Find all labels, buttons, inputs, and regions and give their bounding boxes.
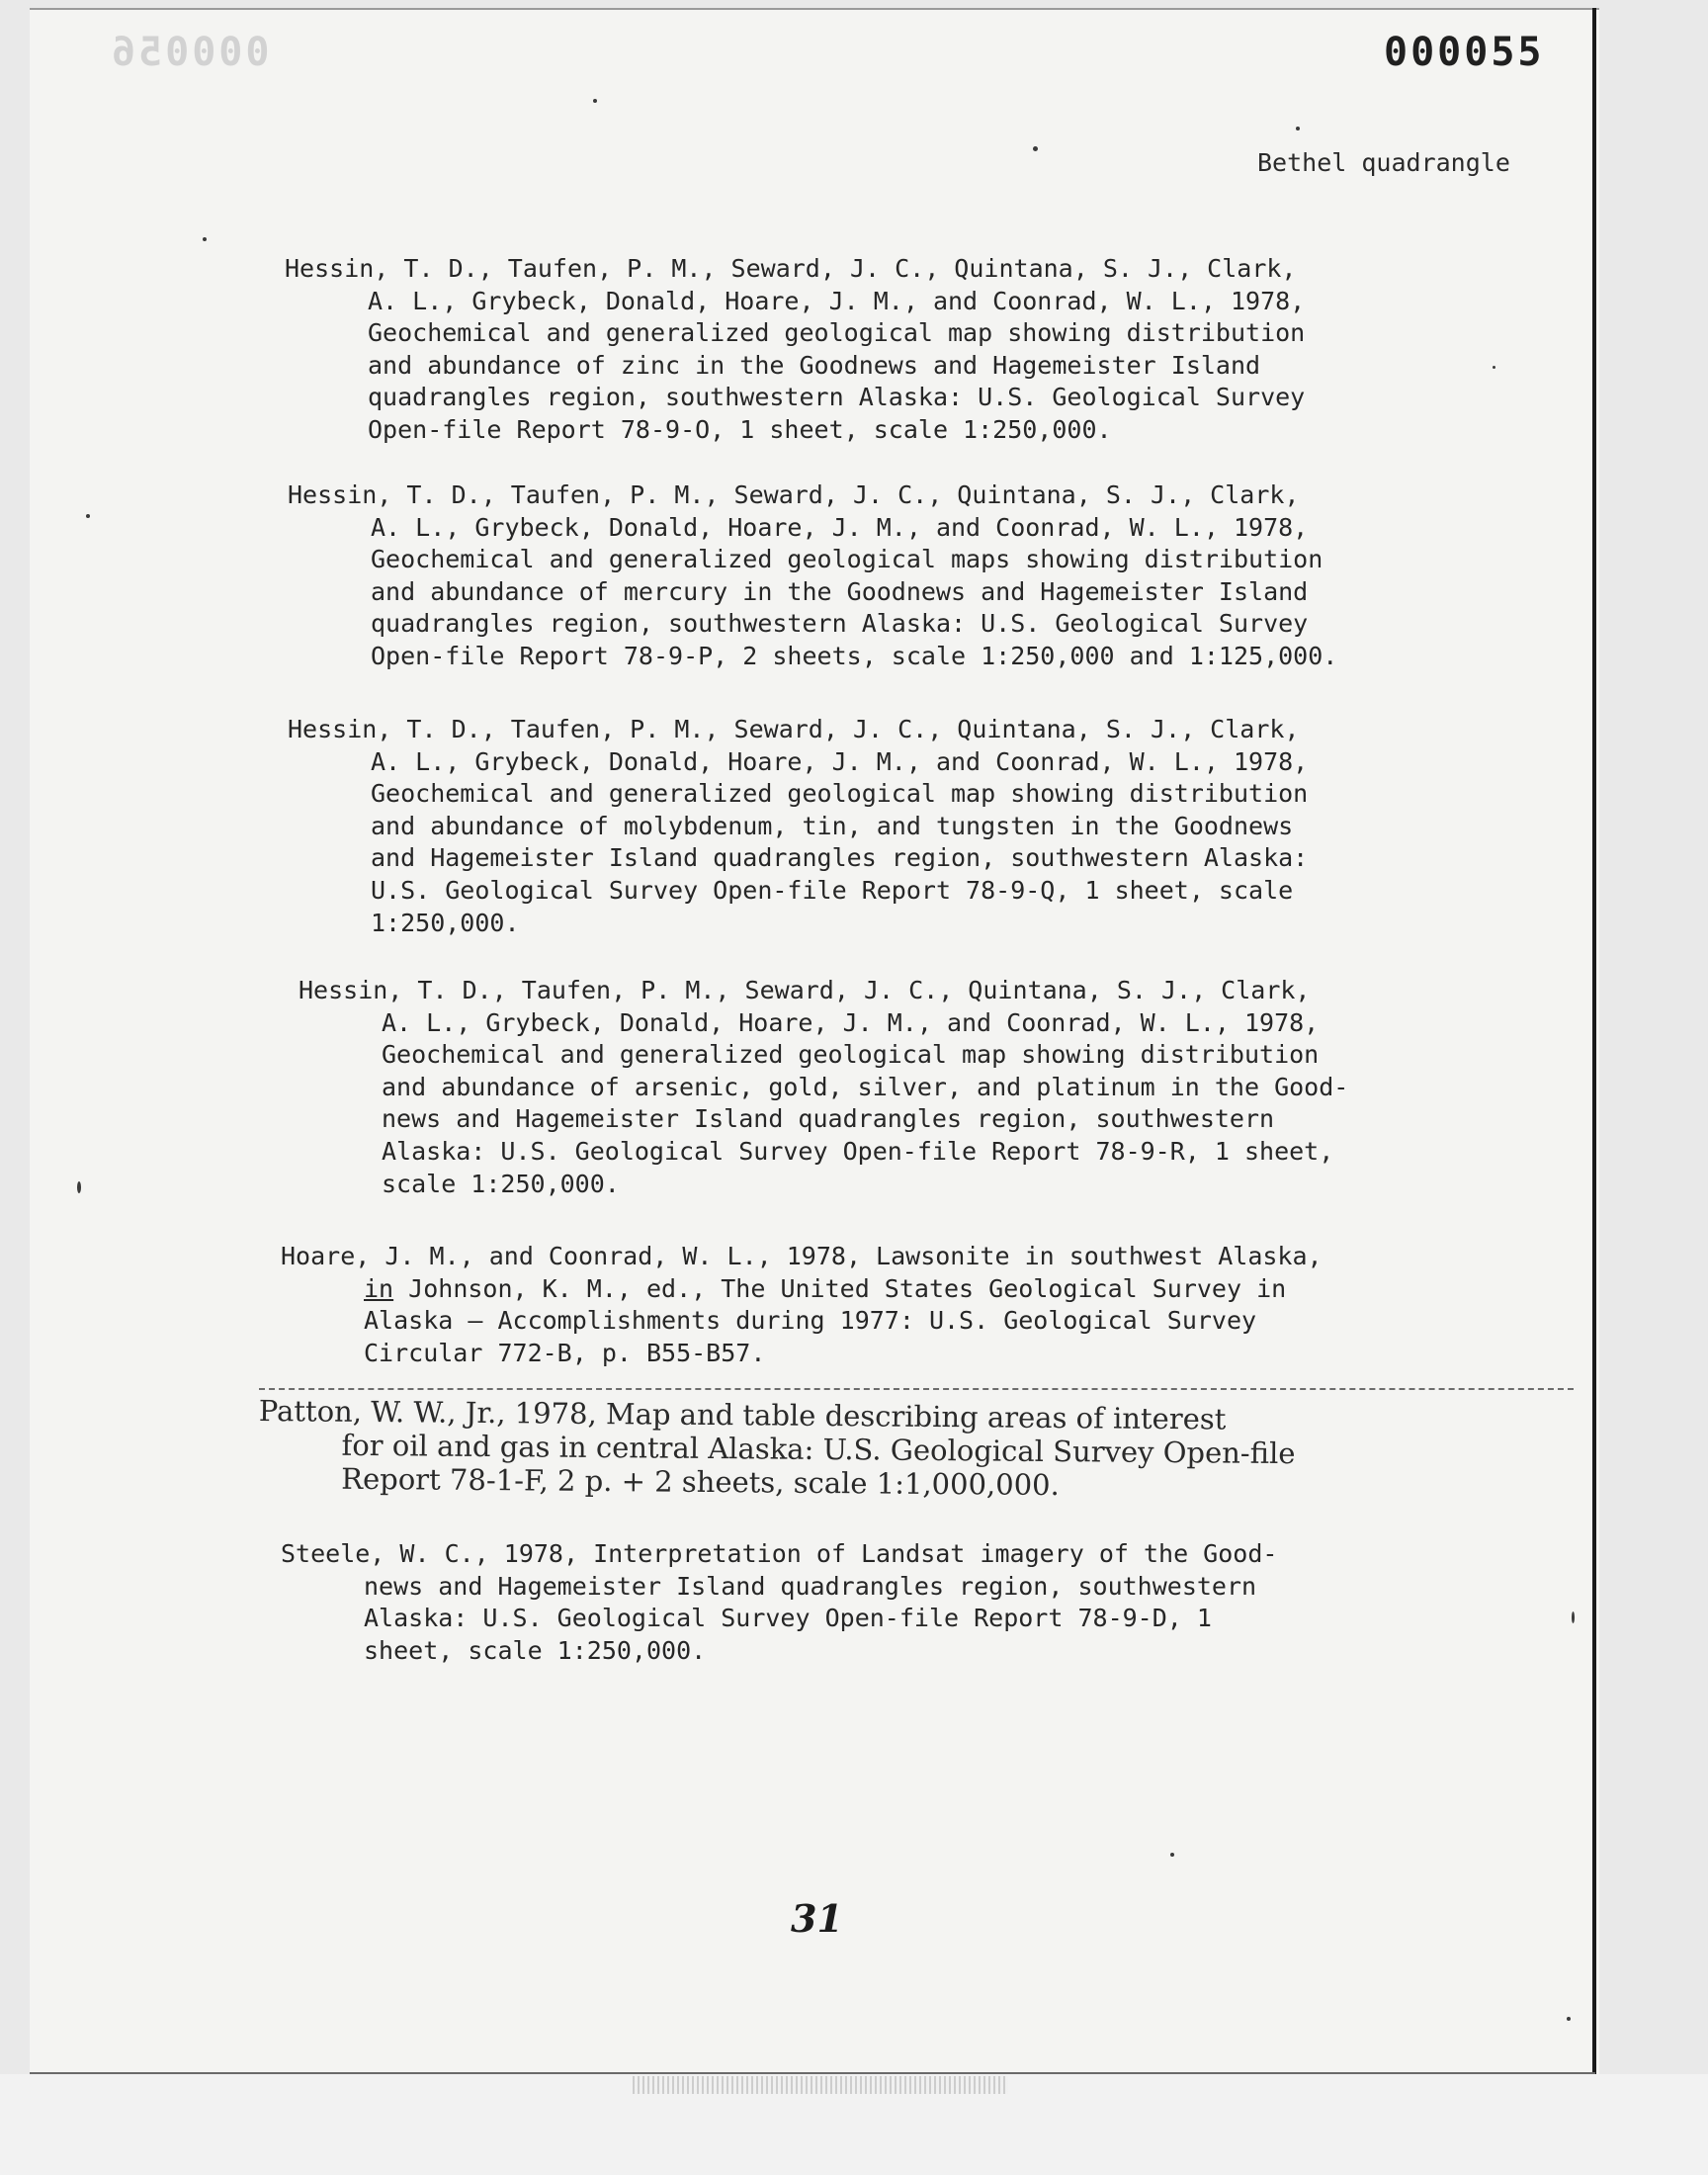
page-number: 000055 [1384,30,1545,75]
reference-line: scale 1:250,000. [382,1169,620,1198]
reference-line-rest: Johnson, K. M., ed., The United States Geological Survey in [393,1273,1287,1303]
reference-line: U.S. Geological Survey Open-file Report 78-9-Q, 1 sheet, scale [371,875,1294,905]
reference-line: Geochemical and generalized geological map showing distribution [368,318,1306,348]
reference-line: Hoare, J. M., and Coonrad, W. L., 1978, Lawsonite in southwest Alaska, [281,1242,1323,1270]
reference-line: Alaska — Accomplishments during 1977: U.S. Geological Survey [364,1306,1257,1336]
ghost-page-number: 000056 [109,30,270,75]
scan-speck [1170,1853,1174,1857]
reference-line: A. L., Grybeck, Donald, Hoare, J. M., and Coonrad, W. L., 1978, [368,286,1306,315]
reference-line: news and Hagemeister Island quadrangles region, southwestern [382,1104,1275,1134]
reference-line: for oil and gas in central Alaska: U.S. Geological Survey Open-file [341,1428,1296,1471]
scan-speck [1033,146,1038,151]
page-right-edge [1592,8,1596,2074]
reference-entry [288,714,1308,939]
reference-line: A. L., Grybeck, Donald, Hoare, J. M., and Coonrad, W. L., 1978, [371,512,1309,542]
reference-line: Open-file Report 78-9-O, 1 sheet, scale 1:250,000. [368,414,1112,444]
reference-line: Report 78-1-F, 2 p. + 2 sheets, scale 1:1,000,000. [341,1461,1060,1503]
quadrangle-title: Bethel quadrangle [1257,148,1510,177]
scan-speck [593,99,597,103]
reference-entry [281,1538,1277,1667]
reference-line: Hessin, T. D., Taufen, P. M., Seward, J. C., Quintana, S. J., Clark, [288,715,1300,743]
scan-speck [77,1181,81,1193]
reference-entry [258,1394,1296,1504]
reference-line: 1:250,000. [371,908,520,937]
reference-entry [288,479,1337,673]
reference-line: A. L., Grybeck, Donald, Hoare, J. M., and Coonrad, W. L., 1978, [382,1007,1320,1037]
reference-line: sheet, scale 1:250,000. [364,1635,707,1665]
reference-line: quadrangles region, southwestern Alaska: U.S. Geological Survey [368,383,1306,412]
reference-line: Hessin, T. D., Taufen, P. M., Seward, J. C., Quintana, S. J., Clark, [299,976,1311,1004]
reference-line: Hessin, T. D., Taufen, P. M., Seward, J. C., Quintana, S. J., Clark, [285,254,1297,283]
scan-speck [86,514,90,518]
scan-speck [1567,2017,1571,2021]
reference-line: Circular 772-B, p. B55-B57. [364,1338,766,1367]
reference-line: and abundance of zinc in the Goodnews and Hagemeister Island [368,350,1261,380]
page-folio: 31 [791,1896,843,1941]
scan-speck [1296,127,1300,130]
underlined-in: in [364,1273,394,1303]
reference-line: and Hagemeister Island quadrangles region, southwestern Alaska: [371,843,1309,873]
scan-speck [203,237,207,241]
reference-line: Hessin, T. D., Taufen, P. M., Seward, J. C., Quintana, S. J., Clark, [288,480,1300,509]
reference-line: Geochemical and generalized geological maps showing distribution [371,545,1324,574]
reference-line: Patton, W. W., Jr., 1978, Map and table describing areas of interest [258,1394,1227,1436]
scan-artifact [633,2076,1008,2094]
reference-entry [299,975,1348,1200]
scan-speck [1493,366,1495,369]
reference-line: A. L., Grybeck, Donald, Hoare, J. M., and Coonrad, W. L., 1978, [371,746,1309,776]
reference-line: Alaska: U.S. Geological Survey Open-file Report 78-9-D, 1 [364,1604,1212,1633]
reference-line: and abundance of arsenic, gold, silver, and platinum in the Good- [382,1072,1349,1101]
section-divider [259,1388,1574,1390]
reference-line: and abundance of molybdenum, tin, and tungsten in the Goodnews [371,811,1294,840]
reference-line: Geochemical and generalized geological map showing distribution [382,1040,1320,1070]
reference-line: and abundance of mercury in the Goodnews and Hagemeister Island [371,576,1309,606]
reference-line: quadrangles region, southwestern Alaska: U.S. Geological Survey [371,609,1309,639]
reference-line [281,1273,1323,1306]
reference-entry [285,253,1305,447]
reference-entry [281,1241,1323,1369]
reference-line: Alaska: U.S. Geological Survey Open-file Report 78-9-R, 1 sheet, [382,1136,1334,1166]
reference-line: Geochemical and generalized geological map showing distribution [371,779,1309,809]
reference-line: news and Hagemeister Island quadrangles region, southwestern [364,1571,1257,1601]
reference-line: Steele, W. C., 1978, Interpretation of Landsat imagery of the Good- [281,1539,1278,1568]
scan-speck [1572,1611,1575,1623]
reference-line: Open-file Report 78-9-P, 2 sheets, scale 1:250,000 and 1:125,000. [371,641,1338,670]
